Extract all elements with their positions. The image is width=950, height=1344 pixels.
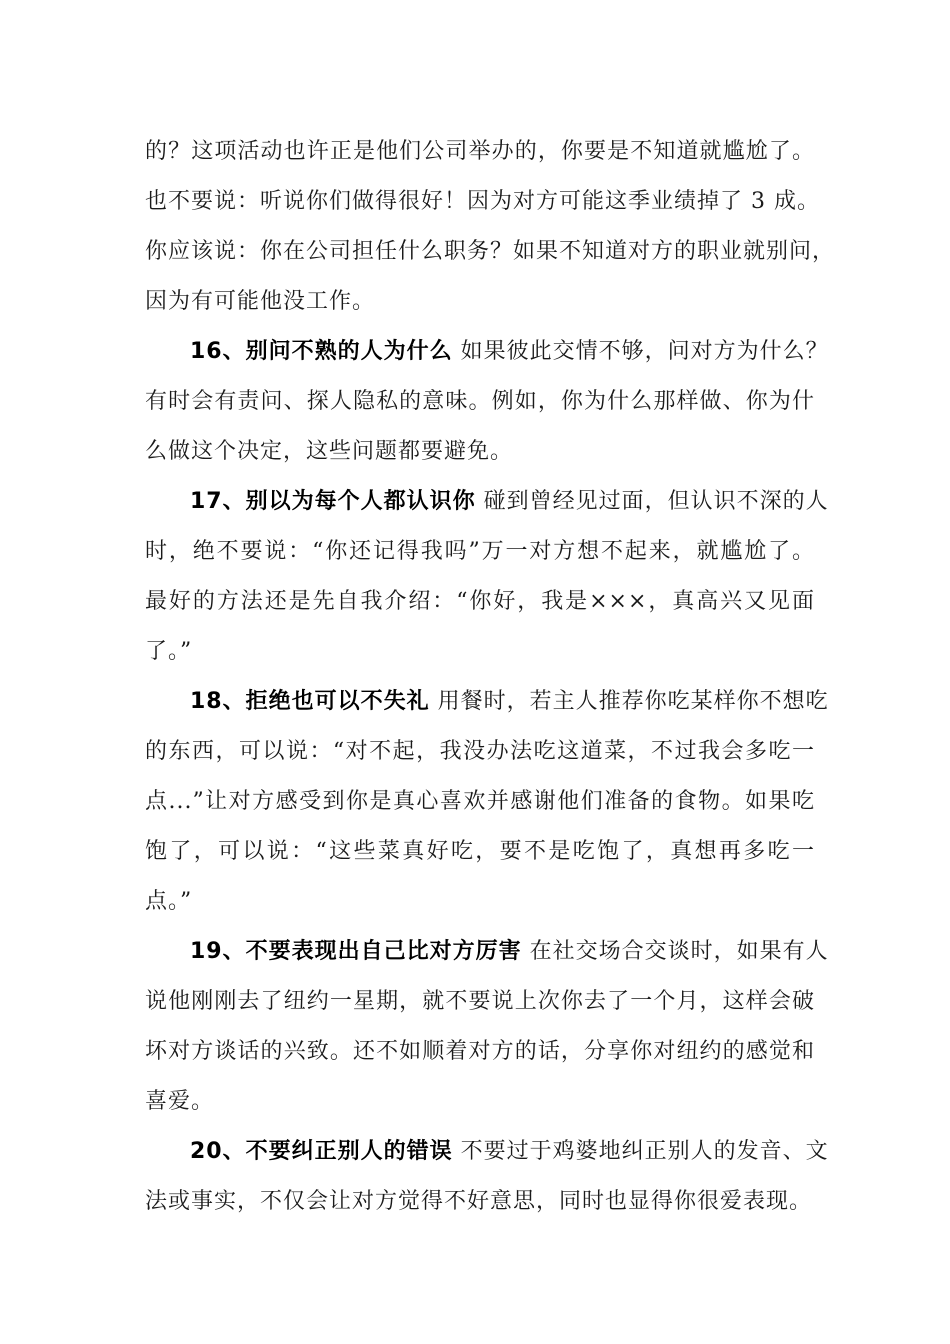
tip-19-heading: 19、不要表现出自己比对方厉害 — [190, 939, 522, 964]
tip-18-intro: 用餐时，若主人推荐你吃某样你不想吃 — [429, 689, 829, 714]
paragraph-line: 坏对方谈话的兴致。还不如顺着对方的话，分享你对纽约的感觉和 — [145, 1039, 815, 1064]
tip-16-first-line — [190, 327, 829, 377]
tip-20-first-line — [190, 1127, 829, 1177]
paragraph-line: 你应该说：你在公司担任什么职务？如果不知道对方的职业就别问， — [145, 239, 836, 264]
paragraph-line: 有时会有责问、探人隐私的意味。例如，你为什么那样做、你为什 — [145, 389, 815, 414]
paragraph-line: 因为有可能他没工作。 — [145, 289, 376, 314]
tip-16-heading: 16、别问不熟的人为什么 — [190, 339, 453, 364]
tip-19-intro: 在社交场合交谈时，如果有人 — [521, 939, 829, 964]
tip-20-intro: 不要过于鸡婆地纠正别人的发音、文 — [452, 1139, 829, 1164]
paragraph-line: 的东西，可以说：“对不起，我没办法吃这道菜，不过我会多吃一 — [145, 739, 815, 764]
paragraph-line: 时，绝不要说：“你还记得我吗”万一对方想不起来，就尴尬了。 — [145, 539, 815, 564]
tip-18-first-line — [190, 677, 829, 727]
paragraph-line: 么做这个决定，这些问题都要避免。 — [145, 439, 514, 464]
tip-20-heading: 20、不要纠正别人的错误 — [190, 1139, 453, 1164]
paragraph-line: 说他刚刚去了纽约一星期，就不要说上次你去了一个月，这样会破 — [145, 989, 815, 1014]
paragraph-line: 点。” — [145, 889, 193, 914]
paragraph-line: 的？这项活动也许正是他们公司举办的，你要是不知道就尴尬了。 — [145, 139, 815, 164]
tip-17-intro: 碰到曾经见过面，但认识不深的人 — [475, 489, 829, 514]
paragraph-line: 法或事实，不仅会让对方觉得不好意思，同时也显得你很爱表现。 — [145, 1189, 813, 1214]
tip-16-intro: 如果彼此交情不够，问对方为什么？ — [452, 339, 829, 364]
paragraph-line: 饱了，可以说：“这些菜真好吃，要不是吃饱了，真想再多吃一 — [145, 839, 815, 864]
paragraph-line: 也不要说：听说你们做得很好！因为对方可能这季业绩掉了 3 成。 — [145, 189, 820, 214]
paragraph-line: 点...”让对方感受到你是真心喜欢并感谢他们准备的食物。如果吃 — [145, 789, 815, 814]
tip-19-first-line — [190, 927, 829, 977]
tip-17-heading: 17、别以为每个人都认识你 — [190, 489, 476, 514]
paragraph-line: 了。” — [145, 639, 193, 664]
tip-18-heading: 18、拒绝也可以不失礼 — [190, 689, 430, 714]
tip-17-first-line — [190, 477, 829, 527]
paragraph-line: 最好的方法还是先自我介绍：“你好，我是×××，真高兴又见面 — [145, 589, 815, 614]
paragraph-line: 喜爱。 — [145, 1089, 215, 1114]
